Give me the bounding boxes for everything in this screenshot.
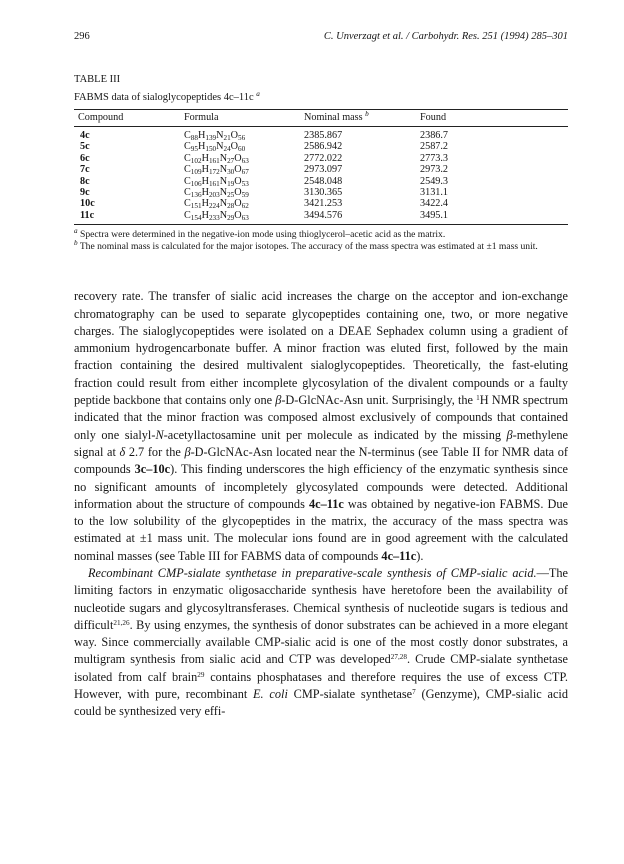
cell-found: 3495.1	[420, 209, 449, 221]
text-run: Recombinant CMP-sialate synthetase in preparative-scale synthesis of CMP-sialic acid.	[88, 566, 537, 580]
formula-count: 56	[238, 134, 246, 142]
cell-nominal-mass: 3421.253	[304, 198, 343, 210]
table-row	[74, 210, 568, 225]
cell-compound: 8c	[80, 175, 90, 187]
journal-page	[74, 30, 568, 721]
text-run: 21,26	[113, 618, 130, 627]
formula-element: C	[184, 175, 191, 187]
formula-element: C	[184, 209, 191, 221]
formula-count: 172	[208, 168, 220, 177]
text-run: β	[184, 444, 191, 459]
formula-element: C	[184, 187, 191, 199]
cell-found: 2549.3	[420, 175, 449, 187]
text-run: 4c–11c	[308, 496, 344, 511]
formula-count: 24	[223, 145, 231, 154]
header-nominal-mass	[304, 110, 420, 127]
text-run: . By using enzymes, the synthesis of donor substrates can be achieved in a more elegant way. Since commercially available CMP-sialic acid is one of the most costly donor substrates, a multigram synthesis from sialic acid and CTP was developed	[74, 617, 568, 667]
cell-nominal-mass: 2586.942	[304, 141, 343, 153]
formula-element: H	[201, 152, 209, 164]
table-row	[74, 176, 568, 187]
fabms-data-table	[74, 109, 568, 225]
formula-count: 203	[208, 191, 220, 200]
body-paragraph-2	[74, 565, 568, 721]
formula-count: 30	[227, 168, 235, 177]
cell-compound: 5c	[80, 141, 90, 153]
footnote-mark-letter: b	[74, 239, 78, 248]
formula-count: 29	[227, 213, 235, 222]
cell-formula	[184, 127, 304, 142]
header-formula: Formula	[184, 112, 219, 123]
formula-element: C	[184, 141, 191, 153]
formula-element: H	[201, 175, 209, 187]
footnote-text: Spectra were determined in the negative-ion mode using thioglycerol–acetic acid as the matrix.	[77, 229, 446, 241]
cell-compound: 11c	[80, 209, 95, 221]
formula-element: H	[197, 141, 206, 153]
formula-count: 28	[227, 202, 235, 211]
formula-count: 224	[208, 202, 220, 211]
cell-found: 2587.2	[420, 141, 449, 153]
running-head	[74, 30, 568, 43]
formula-element: O	[234, 175, 242, 187]
cell-found: 3131.1	[420, 187, 449, 199]
formula-element: O	[230, 130, 239, 141]
text-run: CMP-sialate synthetase	[287, 687, 413, 702]
body-paragraph-1	[74, 288, 568, 565]
formula-count: 109	[190, 168, 202, 177]
cell-formula	[184, 176, 304, 187]
table-footnotes	[74, 229, 568, 253]
cell-compound: 9c	[80, 187, 90, 199]
cell-found: 2973.2	[420, 164, 449, 176]
cell-compound: 10c	[80, 198, 95, 210]
text-run: -methylene signal at	[74, 427, 568, 459]
formula-element: H	[201, 187, 209, 199]
formula-count: 136	[190, 191, 202, 200]
footnote-text: The nominal mass is calculated for the major isotopes. The accuracy of the mass spectra was estimated at ±1 mass unit.	[77, 241, 538, 253]
cell-formula	[184, 153, 304, 164]
table-row	[74, 187, 568, 198]
formula-count: 95	[190, 145, 198, 154]
formula-element: N	[219, 152, 228, 164]
formula-count: 67	[241, 168, 249, 177]
formula-element: H	[201, 164, 209, 176]
text-run: E. coli	[253, 687, 288, 702]
text-run: was obtained by negative-ion FABMS. Due to the low solubility of the glycopeptides in the matrix, the accuracy of the mass spectra was estimated at ±1 mass unit. The molecular ions found are in good agreement with the calculated nominal masses (see Table III for FABMS data of compounds	[74, 496, 569, 563]
cell-nominal-mass: 3130.365	[304, 187, 343, 199]
formula-element: C	[184, 130, 191, 141]
header-found: Found	[420, 112, 447, 123]
formula-count: 151	[190, 202, 202, 211]
table-footnote	[74, 241, 568, 253]
formula-count: 161	[208, 156, 220, 165]
formula-count: 102	[190, 156, 202, 165]
cell-nominal-mass: 2548.048	[304, 175, 343, 187]
text-run: β	[275, 393, 282, 408]
text-run: 2.7 for the	[125, 444, 185, 459]
formula-count: 19	[227, 179, 235, 188]
formula-element: O	[234, 164, 242, 176]
formula-element: N	[216, 141, 224, 153]
text-run: δ	[119, 444, 126, 459]
text-run: 29	[197, 670, 205, 679]
cell-formula	[184, 210, 304, 225]
formula-element: N	[219, 175, 228, 187]
table-label: TABLE III	[74, 74, 121, 85]
formula-element: C	[184, 152, 191, 164]
header-nominal-mass-note-mark: b	[365, 110, 369, 118]
table-row	[74, 153, 568, 164]
header-nominal-mass-text: Nominal mass	[304, 112, 363, 123]
formula-element: N	[219, 209, 228, 221]
formula-count: 59	[241, 191, 249, 200]
formula-count: 154	[190, 213, 202, 222]
cell-nominal-mass: 2973.097	[304, 164, 343, 176]
formula-count: 63	[241, 213, 249, 222]
text-run: . Crude CMP-sialate synthetase isolated from calf brain	[74, 652, 568, 684]
text-run: β	[506, 427, 513, 442]
cell-nominal-mass: 3494.576	[304, 209, 343, 221]
cell-nominal-mass: 2385.867	[304, 130, 343, 141]
cell-compound: 4c	[80, 130, 90, 141]
formula-count: 21	[223, 134, 231, 142]
formula-element: H	[201, 209, 209, 221]
text-run: ).	[416, 548, 424, 563]
text-run: 3c–10c	[134, 462, 171, 477]
formula-element: C	[184, 198, 191, 210]
cell-found: 2386.7	[420, 130, 449, 141]
text-run: contains phosphatases and therefore requires the use of excess CTP. However, with pure, recombinant	[74, 669, 568, 702]
text-run: 7	[412, 688, 416, 697]
formula-count: 62	[241, 202, 249, 211]
table-header-row	[74, 110, 568, 127]
cell-formula	[184, 187, 304, 198]
text-run: H NMR spectrum indicated that the minor fraction was composed almost exclusively of compounds that contained only one sialyl-	[74, 393, 569, 442]
formula-element: O	[234, 198, 242, 210]
table-row	[74, 127, 568, 142]
text-run: recovery rate. The transfer of sialic acid increases the charge on the acceptor and ion-exchange chromatography can be used to separate glycopeptides containing one, two, or more negative charges. The sialoglycopeptides were isolated on a DEAE Sephadex column using a gradient of ammonium hydrogencarbonate buffer. A minor fraction was eluted first, followed by the main fraction containing the desired multivalent sialoglycopeptides. Theoretically, the fast-eluting fraction could result from either incomplete glycosylation of the divalent compounds or a faulty peptide backbone that contains only one	[74, 289, 568, 408]
formula-count: 25	[227, 191, 235, 200]
formula-count: 233	[208, 213, 220, 222]
formula-count: 161	[208, 179, 220, 188]
header-compound: Compound	[78, 112, 124, 123]
text-run: (Genzyme), CMP-sialic acid could be synthesized very effi-	[74, 687, 568, 719]
text-run: 1	[476, 394, 480, 403]
formula-element: N	[219, 164, 228, 176]
formula-count: 139	[205, 134, 217, 142]
cell-found: 3422.4	[420, 198, 449, 210]
cell-compound: 7c	[80, 164, 90, 176]
formula-count: 53	[241, 179, 249, 188]
table-body	[74, 127, 568, 225]
formula-count: 27	[227, 156, 235, 165]
cell-formula	[184, 198, 304, 209]
cell-formula	[184, 164, 304, 175]
formula-count: 106	[190, 179, 202, 188]
table-caption	[74, 91, 568, 104]
cell-compound: 6c	[80, 152, 90, 164]
text-run: -acetyllactosamine unit per molecule as indicated by the missing	[163, 427, 507, 442]
cell-formula	[184, 141, 304, 152]
cell-found: 2773.3	[420, 152, 449, 164]
text-run: -D-GlcNAc-Asn unit. Surprisingly, the	[281, 393, 477, 408]
page-number: 296	[74, 31, 90, 42]
table-row	[74, 198, 568, 209]
formula-count: 63	[241, 156, 249, 165]
body-text	[74, 288, 568, 720]
formula-count: 60	[238, 145, 246, 154]
formula-element: N	[216, 130, 224, 141]
formula-element: H	[197, 130, 206, 141]
formula-element: O	[230, 141, 239, 153]
formula-element: N	[219, 187, 228, 199]
formula-element: C	[184, 164, 191, 176]
formula-count: 150	[205, 145, 217, 154]
text-run: -D-GlcNAc-Asn located near the N-terminus (see Table II for NMR data of compounds	[74, 444, 568, 477]
table-caption-note-mark: a	[256, 90, 260, 98]
formula-element: H	[201, 198, 209, 210]
formula-element: N	[219, 198, 228, 210]
text-run: ). This finding underscores the high efficiency of the enzymatic synthesis since no significant amounts of incompletely glycosylated compounds were detected. Additional information about the structure of compounds	[74, 462, 569, 511]
formula-element: O	[234, 187, 242, 199]
formula-element: O	[234, 209, 242, 221]
formula-element: O	[234, 152, 242, 164]
table-caption-text: FABMS data of sialoglycopeptides 4c–11c	[74, 92, 254, 103]
journal-citation: C. Unverzagt et al. / Carbohydr. Res. 251 (1994) 285–301	[323, 31, 568, 42]
table-row	[74, 141, 568, 152]
text-run: N	[155, 427, 164, 442]
formula-count: 88	[190, 134, 198, 142]
table-row	[74, 164, 568, 175]
cell-nominal-mass: 2772.022	[304, 152, 343, 164]
footnote-mark-letter: a	[74, 227, 78, 236]
table-footnote	[74, 229, 568, 241]
text-run: 4c–11c	[381, 548, 417, 563]
text-run: 27,28	[390, 653, 407, 662]
text-run: —The limiting factors in enzymatic oligosaccharide synthesis have heretofore been the availability of nucleotide sugars and glycosyltransferases. Chemical synthesis of nucleotide sugars is tedious and difficult	[74, 566, 568, 632]
